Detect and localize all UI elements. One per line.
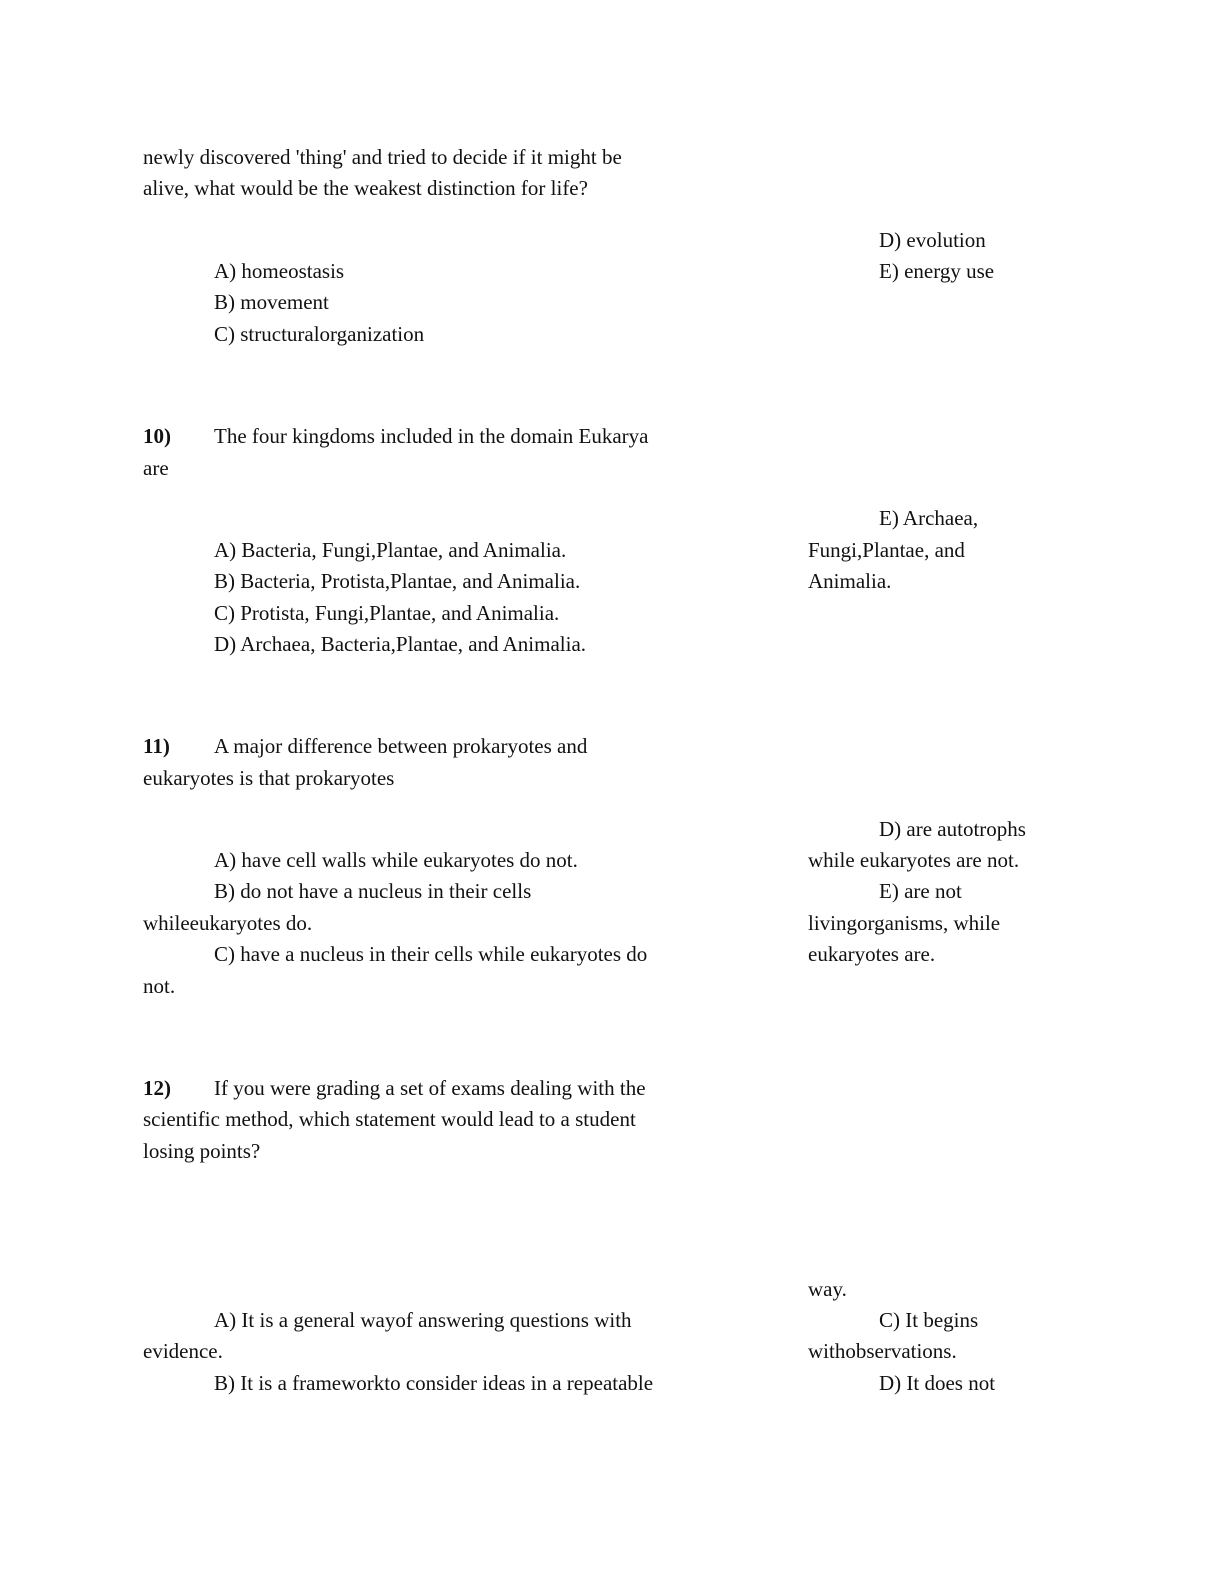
q11-option-e-line-1: E) are not [879, 879, 962, 903]
q10-stem-line-2: are [143, 456, 169, 480]
q11-option-c-line-1: C) have a nucleus in their cells while eukaryotes do [214, 942, 648, 966]
q10-option-b: B) Bacteria, Protista,Plantae, and Animalia. [214, 569, 581, 593]
q10-option-c: C) Protista, Fungi,Plantae, and Animalia. [214, 601, 560, 625]
q10-option-d: D) Archaea, Bacteria,Plantae, and Animalia. [214, 632, 587, 656]
q9-option-c: C) structuralorganization [214, 322, 425, 346]
q10-number: 10) [143, 424, 171, 448]
q11-option-a: A) have cell walls while eukaryotes do not. [214, 848, 578, 872]
q11-option-e-line-2: livingorganisms, while [808, 911, 1001, 935]
q10-option-e-line-3: Animalia. [808, 569, 892, 593]
q12-option-d-line-1: D) It does not [879, 1371, 996, 1395]
q12-option-a-line-1: A) It is a general wayof answering questions with [214, 1308, 632, 1332]
q11-option-d-line-1: D) are autotrophs [879, 817, 1026, 841]
q11-stem-line-2: eukaryotes is that prokaryotes [143, 766, 395, 790]
q9-option-e: E) energy use [879, 259, 995, 283]
q11-option-b-line-2: whileeukaryotes do. [143, 911, 313, 935]
q11-option-e-line-3: eukaryotes are. [808, 942, 936, 966]
q9-option-d: D) evolution [879, 228, 986, 252]
q10-option-a: A) Bacteria, Fungi,Plantae, and Animalia. [214, 538, 567, 562]
q12-option-c-line-2: withobservations. [808, 1339, 957, 1363]
q9-stem-line-1: newly discovered 'thing' and tried to decide if it might be [143, 145, 622, 169]
q12-option-b-continuation: way. [808, 1277, 847, 1301]
q9-stem-line-2: alive, what would be the weakest distinction for life? [143, 176, 588, 200]
q9-option-a: A) homeostasis [214, 259, 345, 283]
q12-option-c-line-1: C) It begins [879, 1308, 979, 1332]
q12-stem-line-2: scientific method, which statement would lead to a student [143, 1107, 636, 1131]
q10-option-e-line-1: E) Archaea, [879, 506, 979, 530]
q11-option-c-line-2: not. [143, 974, 176, 998]
q12-stem-line-3: losing points? [143, 1139, 261, 1163]
q9-option-b: B) movement [214, 290, 329, 314]
q10-option-e-line-2: Fungi,Plantae, and [808, 538, 965, 562]
q12-number: 12) [143, 1076, 171, 1100]
q10-stem-line-1: The four kingdoms included in the domain Eukarya [214, 424, 649, 448]
q12-option-a-line-2: evidence. [143, 1339, 223, 1363]
q11-option-b-line-1: B) do not have a nucleus in their cells [214, 879, 532, 903]
q11-number: 11) [143, 734, 170, 758]
q11-stem-line-1: A major difference between prokaryotes and [214, 734, 588, 758]
q12-stem-line-1: If you were grading a set of exams dealing with the [214, 1076, 646, 1100]
q12-option-b-line-1: B) It is a frameworkto consider ideas in a repeatable [214, 1371, 654, 1395]
q11-option-d-line-2: while eukaryotes are not. [808, 848, 1020, 872]
